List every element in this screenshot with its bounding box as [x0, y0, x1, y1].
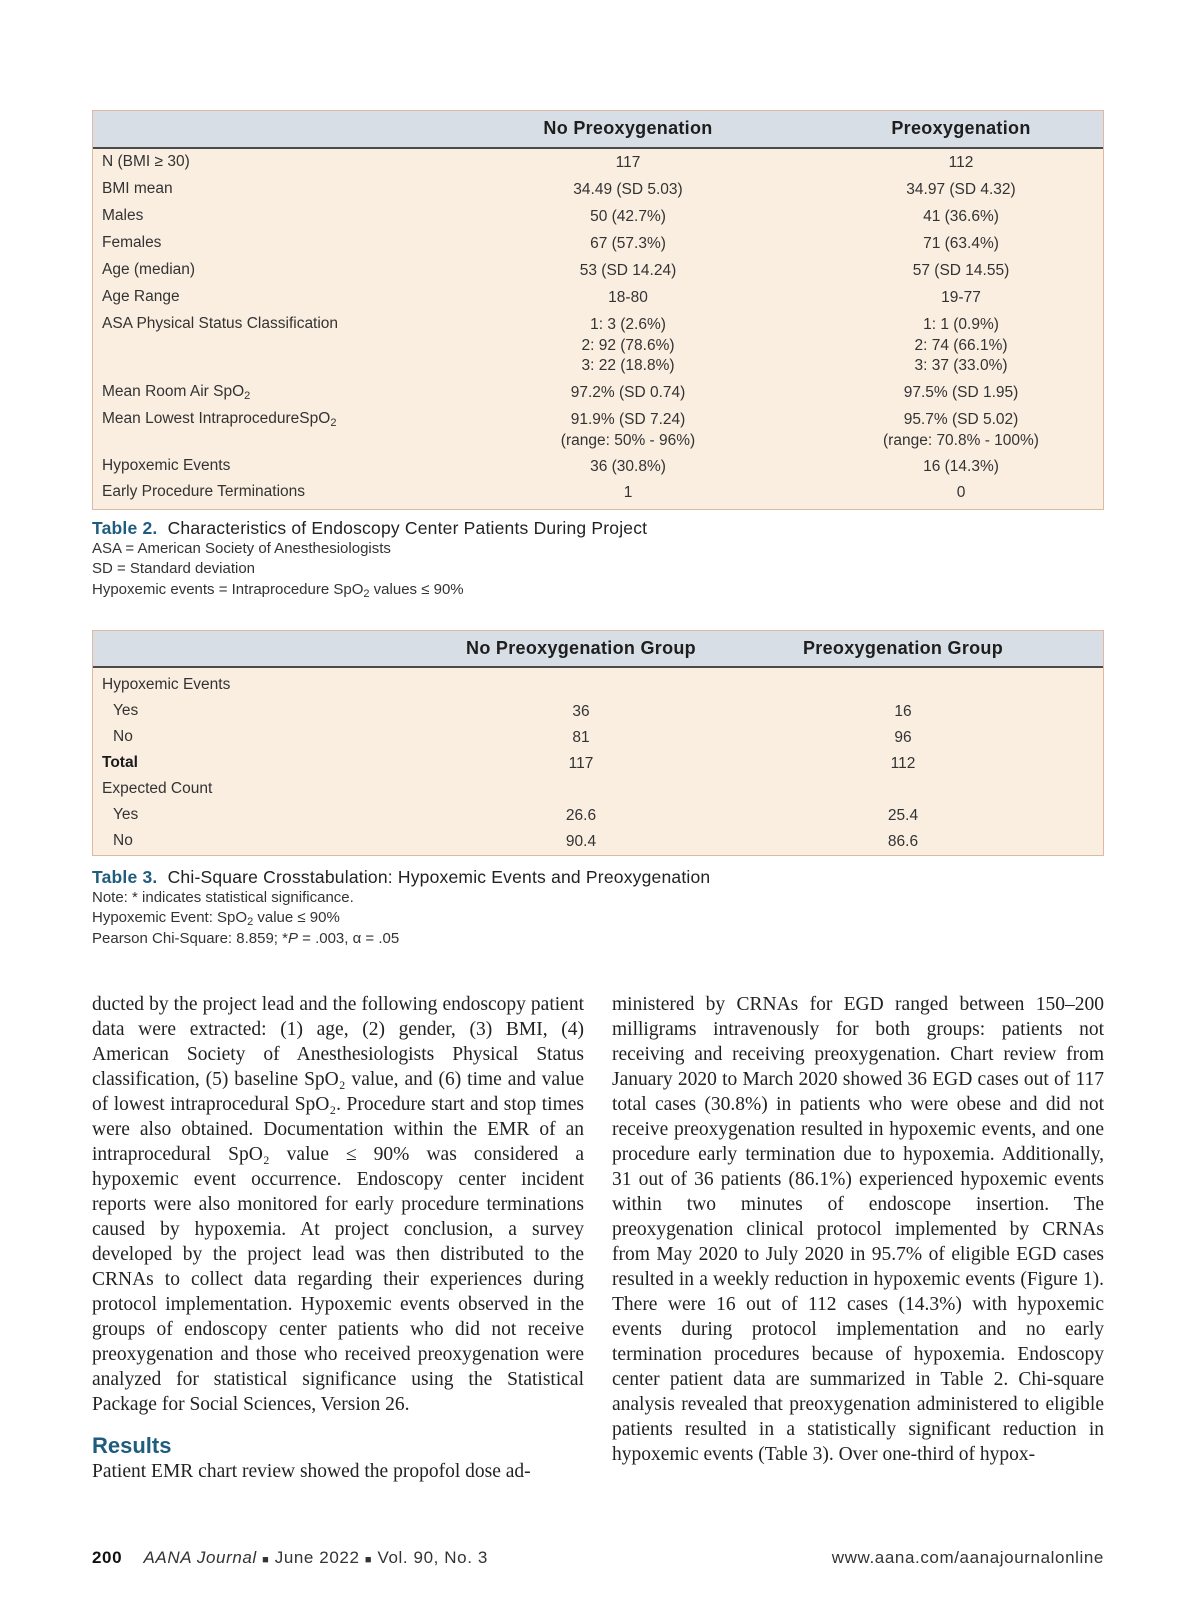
results-heading: Results: [92, 1433, 172, 1458]
row-label: Females: [102, 234, 162, 251]
row-label: Early Procedure Terminations: [102, 483, 306, 500]
table-2-note: Hypoxemic events = Intraprocedure SpO$_2$ values ≤ 90%: [92, 580, 464, 600]
cell-preox: 112: [890, 755, 916, 772]
cell-preox: 57 (SD 14.55): [912, 262, 1010, 279]
table-3: [92, 630, 1104, 856]
volume: Vol. 90, No. 3: [377, 1548, 488, 1567]
asa-line: 1: 3 (2.6%): [590, 316, 666, 333]
cell-no-preox: 53 (SD 14.24): [579, 262, 677, 279]
cell-no-preox: 81: [572, 729, 590, 746]
cell-no-preox: 36: [572, 703, 590, 720]
cell-no-preox: 97.2% (SD 0.74): [570, 384, 686, 401]
table-3-note: Note: * indicates statistical significance.: [92, 888, 354, 906]
row-label: N (BMI ≥ 30): [102, 153, 190, 170]
issue-date: June 2022: [274, 1548, 360, 1567]
row-label: Age (median): [102, 261, 196, 278]
row-label: Mean Room Air SpO$_2$: [102, 383, 251, 402]
table-2-caption: [92, 518, 647, 600]
cell-no-preox: 90.4: [565, 833, 597, 850]
row-label: Total: [102, 754, 138, 771]
cell-no-preox: [581, 315, 674, 377]
journal-name: AANA Journal: [143, 1548, 257, 1567]
cell-preox: 16: [894, 703, 912, 720]
cell-preox: 112: [948, 154, 974, 171]
cell-no-preox: 18-80: [608, 289, 648, 306]
table-2-header-no-preox: No Preoxygenation: [543, 118, 713, 138]
page-footer: [92, 1548, 1104, 1568]
cell-no-preox: 50 (42.7%): [590, 208, 666, 225]
cell-no-preox: 117: [615, 154, 641, 171]
cell-no-preox: 36 (30.8%): [590, 458, 666, 475]
journal-url[interactable]: www.aana.com/aanajournalonline: [831, 1548, 1104, 1567]
page-number: 200: [92, 1548, 123, 1567]
table-3-title: Table 3. Chi-Square Crosstabulation: Hypoxemic Events and Preoxygenation: [92, 867, 711, 887]
table-3-note: Pearson Chi-Square: 8.859; *P = .003, α = .05: [92, 929, 400, 947]
table-2-header-preox: Preoxygenation: [891, 118, 1031, 138]
table-3-header-preox: Preoxygenation Group: [802, 638, 1004, 658]
cell-preox: 34.97 (SD 4.32): [906, 181, 1016, 198]
table-2-number: Table 2.: [92, 518, 158, 538]
cell-preox: 41 (36.6%): [923, 208, 999, 225]
cell-no-preox: 26.6: [565, 807, 597, 824]
cell-preox: 97.5% (SD 1.95): [903, 384, 1019, 401]
row-label: Age Range: [102, 288, 180, 305]
asa-line: 2: 74 (66.1%): [914, 336, 1008, 354]
table-2-note: ASA = American Society of Anesthesiologists: [92, 539, 391, 557]
row-label: ASA Physical Status Classification: [102, 315, 339, 332]
cell-preox: 16 (14.3%): [923, 458, 999, 475]
cell-preox: 25.4: [887, 807, 919, 824]
table-3-note: Hypoxemic Event: SpO$_2$ value ≤ 90%: [92, 909, 340, 928]
cell-preox: 96: [894, 729, 912, 746]
row-label: Yes: [113, 806, 139, 823]
row-label: Hypoxemic Events: [102, 676, 231, 693]
table-3-header-no-preox: No Preoxygenation Group: [466, 638, 696, 658]
table-2: [92, 110, 1104, 510]
body-paragraph: ducted by the project lead and the following endoscopy patient data were extracted: (1) age, (2) gender, (3) BMI, (4) American Society of Anesthesiologists Physical Status classification, (5) baseline SpO₂ value, and (6) time and value of lowest intraprocedural SpO₂. Procedure start and stop times were also obtained. Documentation within the EMR of an intraprocedural SpO₂ value ≤ 90% was considered a hypoxemic event occurrence. Endoscopy center incident reports were also monitored for early procedure terminations caused by hypoxemia. At project conclusion, a survey developed by the project lead was then distributed to the CRNAs to collect data regarding their experiences during protocol implementation. Hypoxemic events observed in the groups of endoscopy center patients who did not receive preoxygenation and those who received preoxygenation were analyzed for statistical significance using the Statistical Package for Social Sciences, Version 26.: [92, 994, 584, 1415]
separator: ■: [364, 1554, 373, 1566]
cell-no-preox: 34.49 (SD 5.03): [573, 181, 683, 198]
cell-preox: [914, 315, 1007, 377]
row-label: Hypoxemic Events: [102, 457, 231, 474]
table-3-header: [93, 631, 1103, 668]
row-label: Mean Lowest IntraprocedureSpO$_2$: [102, 410, 337, 429]
asa-line: 3: 37 (33.0%): [914, 357, 1008, 374]
left-column: [92, 992, 584, 1484]
cell-preox: 95.7% (SD 5.02) (range: 70.8% - 100%): [883, 411, 1039, 449]
table-3-number: Table 3.: [92, 867, 158, 887]
body-paragraph: Patient EMR chart review showed the propofol dose ad-: [92, 1461, 531, 1482]
table-2-header: [93, 111, 1103, 149]
cell-preox: 19-77: [941, 289, 981, 306]
cell-preox: 71 (63.4%): [923, 235, 999, 252]
asa-line: 1: 1 (0.9%): [923, 316, 999, 333]
row-label: BMI mean: [102, 180, 173, 197]
asa-line: 2: 92 (78.6%): [581, 336, 675, 354]
cell-preox: 0: [956, 484, 966, 501]
row-label: No: [113, 832, 133, 849]
table-2-note: SD = Standard deviation: [92, 560, 256, 577]
table-2-title: Table 2. Characteristics of Endoscopy Center Patients During Project: [92, 518, 648, 538]
row-label: Males: [102, 207, 144, 224]
body-paragraph: ministered by CRNAs for EGD ranged between 150–200 milligrams intravenously for both groups: patients not receiving and receiving preoxygenation. Chart review from January 2020 to March 2020 showed 36 EGD cases out of 117 total cases (30.8%) in patients who were obese and did not receive preoxygenation resulted in hypoxemic events, and one procedure early termination due to hypoxemia. Additionally, 31 out of 36 patients (86.1%) experienced hypoxemic events within two minutes of endoscope insertion. The preoxygenation clinical protocol implemented by CRNAs from May 2020 to July 2020 in 95.7% of eligible EGD cases resulted in a weekly reduction in hypoxemic events (Figure 1). There were 16 out of 112 cases (14.3%) with hypoxemic events during protocol implementation and no early termination procedures because of hypoxemia. Endoscopy center patient data are summarized in Table 2. Chi-square analysis revealed that preoxygenation administered to eligible patients resulted in a statistically significant reduction in hypoxemic events (Table 3). Over one-third of hypox-: [612, 994, 1104, 1465]
table-3-caption: [92, 867, 710, 949]
cell-no-preox: 67 (57.3%): [590, 235, 666, 252]
cell-no-preox: 91.9% (SD 7.24) (range: 50% - 96%): [560, 411, 696, 449]
cell-no-preox: 117: [568, 755, 594, 772]
cell-preox: 86.6: [887, 833, 919, 850]
cell-no-preox: 1: [623, 484, 633, 501]
row-label: Yes: [113, 702, 139, 719]
asa-line: 3: 22 (18.8%): [581, 357, 675, 374]
row-label: Expected Count: [102, 780, 213, 797]
row-label: No: [113, 728, 133, 745]
right-column: [612, 992, 1104, 1467]
separator: ■: [262, 1554, 270, 1566]
